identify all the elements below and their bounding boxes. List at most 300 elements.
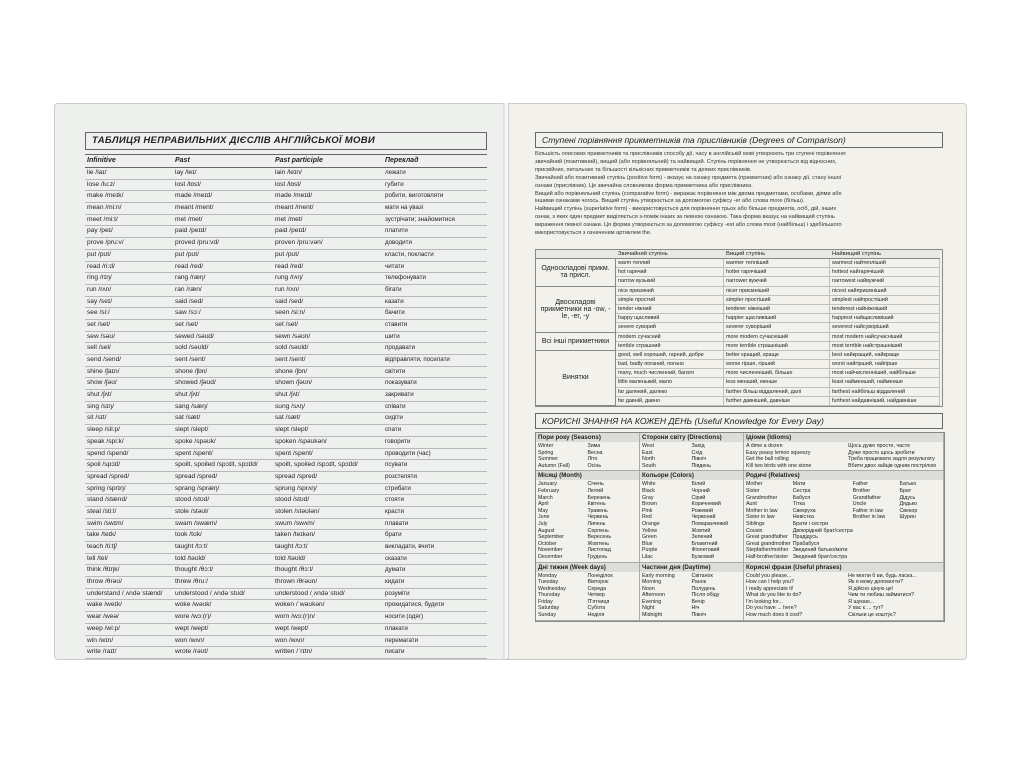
relatives-item: Невістка — [792, 514, 814, 521]
relatives-item: Father — [852, 481, 869, 488]
intro-line: Найвищий ступінь (superlative form) - використовується для порівняння трьох або більше предметів, осіб, дій, інших — [535, 206, 837, 213]
verb-translation: писати — [383, 647, 487, 659]
verb-past: sang /sæŋ/ — [173, 402, 273, 414]
idioms-heading: Ідіоми (Idioms) — [744, 433, 943, 442]
superlative-form: most modern найсучасніший — [830, 333, 940, 342]
verb-participle: put /pʊt/ — [273, 250, 383, 262]
daytime-item: Afternoon — [642, 592, 665, 599]
relatives-item — [899, 528, 941, 535]
phrases-item: Could you please... — [746, 572, 792, 579]
intro-line: іншими ознаками чогось. Вищий ступінь утворюється за допомогою суфіксу -er або слова more (більш). — [535, 198, 805, 205]
months-heading: Місяці (Month) — [536, 471, 639, 480]
directions-item: Захід — [691, 443, 705, 449]
verb-translation: говорити — [383, 437, 487, 449]
positive-form: tender ніжний — [616, 305, 724, 314]
daytime-item: Midnight — [642, 612, 663, 619]
seasons-item: Літо — [587, 456, 598, 463]
daytime-item: Північ — [691, 612, 707, 619]
colors-item: Orange — [642, 520, 660, 527]
verb-row — [85, 308, 487, 320]
relatives-item: Тітка — [792, 501, 805, 508]
verb-infinitive: say /seɪ/ — [85, 297, 173, 309]
colors-item: Жовтий — [691, 527, 711, 534]
verb-past: said /sed/ — [173, 297, 273, 309]
relatives-item: Sister — [746, 487, 760, 494]
months-item: Березень — [587, 494, 611, 501]
verb-translation: викладати, вчити — [383, 542, 487, 554]
idioms-item: Дуже просто щось зробити — [848, 449, 915, 456]
verb-row — [85, 168, 487, 180]
daytime-item: Світанок — [691, 572, 713, 579]
relatives-item: Aunt — [746, 501, 757, 508]
intro-line: присвійних, питальних та більшості кількісних прикметників та деяких прислівників. — [535, 166, 752, 173]
verb-infinitive: weep /wi:p/ — [85, 624, 173, 636]
comparative-form: tenderer ніжніший — [724, 305, 830, 314]
comparative-form: narrower вужчий — [724, 277, 830, 286]
directions-block — [640, 433, 744, 471]
colors-item: Помаранчевий — [691, 520, 729, 527]
months-item: Жовтень — [587, 540, 609, 547]
relatives-item: Дідусь — [899, 494, 916, 501]
weekdays-item: Monday — [538, 572, 557, 579]
header-translation: Переклад — [383, 155, 487, 168]
relatives-item: Мати — [792, 481, 806, 488]
verb-row — [85, 565, 487, 577]
comparative-form: better кращий, краще — [724, 351, 830, 360]
verb-row — [85, 472, 487, 484]
verb-participle: swum /swʌm/ — [273, 519, 383, 531]
phrases-item: Не могли б ви, будь ласка... — [848, 572, 917, 579]
relatives-item: Батько — [899, 481, 917, 488]
relatives-item: Шурин — [899, 514, 916, 521]
verb-translation: красти — [383, 507, 487, 519]
verb-past: rang /ræŋ/ — [173, 273, 273, 285]
verb-participle: shone /ʃɒn/ — [273, 367, 383, 379]
verb-translation: бігати — [383, 285, 487, 297]
phrases-item: How can I help you? — [746, 579, 794, 586]
superlative-form: narrowest найвужчий — [830, 277, 940, 286]
verb-participle: spread /spred/ — [273, 472, 383, 484]
verb-translation: плакати — [383, 624, 487, 636]
verb-translation: думати — [383, 565, 487, 577]
verb-participle: worn /wɔ:(r)n/ — [273, 612, 383, 624]
directions-heading: Сторони світу (Directions) — [640, 433, 743, 442]
right-page — [508, 103, 967, 660]
months-item: Січень — [587, 481, 604, 488]
relatives-item — [853, 521, 900, 528]
verb-translation: казати — [383, 297, 487, 309]
useful-grid — [535, 432, 945, 622]
verb-translation: продавати — [383, 343, 487, 355]
verb-past: sprang /spræŋ/ — [173, 484, 273, 496]
verb-past: taught /tɔ:t/ — [173, 542, 273, 554]
comparative-form: further давніший, давніше — [724, 397, 830, 406]
verb-infinitive: teach /ti:tʃ/ — [85, 542, 173, 554]
verb-infinitive: send /send/ — [85, 355, 173, 367]
positive-form: severe суворий — [616, 323, 724, 332]
colors-item: Коричневий — [691, 501, 721, 508]
intro-line: ознаки (прислівник). Це звичайна словникова форма прикметника або прислівника. — [535, 182, 753, 189]
relatives-item: Бабуся — [792, 494, 811, 501]
verb-translation: зустрічати; знайомитися — [383, 215, 487, 227]
seasons-item: Winter — [538, 443, 554, 449]
verb-infinitive: spend /spend/ — [85, 449, 173, 461]
relatives-item — [853, 554, 900, 561]
verb-translation: закривати — [383, 390, 487, 402]
verb-past: wrote /rəʊt/ — [173, 647, 273, 659]
superlative-form: nicest найприємніший — [830, 287, 940, 296]
verb-translation: доводити — [383, 238, 487, 250]
verb-row — [85, 180, 487, 192]
verb-infinitive: read /ri:d/ — [85, 262, 173, 274]
verb-participle: taught /tɔ:t/ — [273, 542, 383, 554]
months-item: Листопад — [587, 547, 611, 554]
seasons-item: Summer — [538, 456, 559, 463]
colors-item: Pink — [642, 507, 653, 514]
verb-row — [85, 589, 487, 601]
verb-row — [85, 250, 487, 262]
verb-past: sewed /səʊd/ — [173, 332, 273, 344]
verb-infinitive: shut /ʃʌt/ — [85, 390, 173, 402]
seasons-item: Autumn (Fall) — [538, 462, 570, 469]
colors-item: Black — [642, 487, 655, 494]
verb-participle: meant /ment/ — [273, 203, 383, 215]
verb-translation: проводити (час) — [383, 449, 487, 461]
relatives-item — [899, 534, 941, 541]
months-item: April — [538, 501, 549, 508]
phrases-item: Я дійсно ціную це! — [848, 585, 894, 592]
comparative-form: severer суворіший — [724, 323, 830, 332]
verb-infinitive: mean /mi:n/ — [85, 203, 173, 215]
verb-row — [85, 507, 487, 519]
verb-translation: ставити — [383, 320, 487, 332]
verb-row — [85, 530, 487, 542]
verb-participle: won /wʌn/ — [273, 636, 383, 648]
relatives-item: Брати і сестри — [792, 520, 829, 527]
verb-row — [85, 343, 487, 355]
verb-infinitive: understand /ˌʌndəˈstænd/ — [85, 589, 173, 601]
idioms-item: Вбити двох зайців одним пострілом — [848, 462, 936, 469]
degrees-header — [536, 250, 616, 259]
months-item: Травень — [587, 507, 608, 514]
verb-participle: spent /spent/ — [273, 449, 383, 461]
verb-participle: run /rʌn/ — [273, 285, 383, 297]
colors-item: Green — [642, 534, 657, 541]
relatives-item: Зведений батько/мати — [792, 547, 848, 554]
verb-infinitive: speak /spi:k/ — [85, 437, 173, 449]
seasons-heading: Пори року (Seasons) — [536, 433, 639, 442]
relatives-item: Stepfather/mother — [746, 547, 789, 554]
daytime-item: Noon — [642, 585, 655, 592]
verb-infinitive: make /meɪk/ — [85, 191, 173, 203]
weekdays-item: Неділя — [587, 612, 605, 619]
relatives-item — [853, 541, 900, 548]
verb-participle: lost /lɒst/ — [273, 180, 383, 192]
colors-item: Lilac — [642, 553, 653, 560]
verb-translation: лежати — [383, 168, 487, 180]
verb-infinitive: wear /weə/ — [85, 612, 173, 624]
positive-form: bad, badly поганий, погано — [616, 360, 724, 369]
verb-translation: робити, виготовляти — [383, 191, 487, 203]
intro-line: використовується з означеним артиклем the. — [535, 230, 652, 237]
intro-line: вираження певної ознаки. Ця форма утворюється за допомогою суфіксу -est або слова most (найбільш) і здебільшого — [535, 222, 842, 229]
verb-infinitive: spread /spred/ — [85, 472, 173, 484]
phrases-item: Я шукаю... — [848, 598, 875, 605]
positive-form: modern сучасний — [616, 333, 724, 342]
verb-participle: stolen /stəʊlən/ — [273, 507, 383, 519]
header-infinitive: Infinitive — [85, 155, 173, 168]
verb-past: stood /stʊd/ — [173, 495, 273, 507]
phrases-item: Do you have ... here? — [746, 605, 797, 612]
verb-past: set /set/ — [173, 320, 273, 332]
verb-past: met /met/ — [173, 215, 273, 227]
weekdays-item: Понеділок — [587, 572, 613, 579]
verb-infinitive: lose /lu:z/ — [85, 180, 173, 192]
verb-past: saw /sɔ:/ — [173, 308, 273, 320]
verb-infinitive: spoil /spɔɪl/ — [85, 460, 173, 472]
useful-title: КОРИСНІ ЗНАННЯ НА КОЖЕН ДЕНЬ (Useful Knowledge for Every Day) — [535, 413, 943, 429]
verb-translation: плавати — [383, 519, 487, 531]
verb-translation: губити — [383, 180, 487, 192]
directions-item: South — [642, 462, 656, 469]
daytime-item: Early morning — [642, 572, 675, 579]
verb-participle: wept /wept/ — [273, 624, 383, 636]
verb-past: ran /ræn/ — [173, 285, 273, 297]
superlative-form: most найчисленніший, найбільше — [830, 369, 940, 378]
superlative-form: severest найсуворіший — [830, 323, 940, 332]
phrases-item: Як я можу допомогти? — [848, 579, 904, 586]
months-item: Липень — [587, 520, 606, 527]
idioms-item: Easy peasy lemon squeezy — [746, 449, 811, 456]
relatives-item: Grandfather — [852, 494, 882, 501]
degrees-header: Вищий ступінь — [724, 250, 830, 259]
verb-participle: stood /stʊd/ — [273, 495, 383, 507]
verb-row — [85, 460, 487, 472]
relatives-item: Siblings — [746, 520, 765, 527]
verb-translation: класти, покласти — [383, 250, 487, 262]
colors-item: Yellow — [642, 527, 658, 534]
phrases-item: I'm looking for... — [746, 598, 783, 605]
verb-row — [85, 238, 487, 250]
verb-infinitive: see /si:/ — [85, 308, 173, 320]
relatives-item: Mother in law — [746, 507, 778, 514]
verb-past: put /pʊt/ — [173, 250, 273, 262]
superlative-form: best найкращий, найкраще — [830, 351, 940, 360]
verb-row — [85, 191, 487, 203]
superlative-form: simplest найпростіший — [830, 296, 940, 305]
verb-participle: sent /sent/ — [273, 355, 383, 367]
weekdays-item: Saturday — [538, 605, 560, 612]
months-block — [536, 471, 640, 562]
verb-infinitive: win /wɪn/ — [85, 636, 173, 648]
positive-form: little маленький, мало — [616, 378, 724, 387]
verb-row — [85, 390, 487, 402]
comparative-form: warmer тепліший — [724, 259, 830, 268]
verb-translation: спати — [383, 425, 487, 437]
weekdays-item: Середа — [587, 585, 607, 592]
verb-infinitive: show /ʃəʊ/ — [85, 378, 173, 390]
idioms-item: Щось дуже просте, часте — [848, 443, 911, 449]
months-item: February — [538, 487, 560, 494]
verb-participle: sat /sæt/ — [273, 413, 383, 425]
verb-past: showed /ʃəʊd/ — [173, 378, 273, 390]
superlative-form: furthest найдавніший, найдавніше — [830, 397, 940, 406]
verb-row — [85, 484, 487, 496]
comparative-form: nicer приємніший — [724, 287, 830, 296]
degrees-category: Односкладові прикм. та присл. — [536, 259, 616, 287]
verb-infinitive: prove /pru:v/ — [85, 238, 173, 250]
verbs-header — [85, 155, 487, 168]
verb-infinitive: set /set/ — [85, 320, 173, 332]
degrees-table — [535, 249, 943, 407]
verb-past: lay /leɪ/ — [173, 168, 273, 180]
verb-participle: met /met/ — [273, 215, 383, 227]
months-item: September — [538, 534, 564, 541]
verb-infinitive: lie /laɪ/ — [85, 168, 173, 180]
relatives-item — [899, 547, 941, 554]
verb-participle: understood /ˌʌndəˈstʊd/ — [273, 589, 383, 601]
verb-row — [85, 495, 487, 507]
weekdays-item: Tuesday — [538, 579, 559, 586]
verb-past: made /meɪd/ — [173, 191, 273, 203]
idioms-item: Треба працювати задля результату — [848, 456, 935, 463]
positive-form: good, well хороший, гарний, добре — [616, 351, 724, 360]
relatives-item: Свекруха — [792, 507, 816, 514]
verb-translation: перемагати — [383, 636, 487, 648]
verb-infinitive: stand /stænd/ — [85, 495, 173, 507]
verb-participle: sold /səʊld/ — [273, 343, 383, 355]
verb-past: spoke /spəʊk/ — [173, 437, 273, 449]
phrases-item: I really appreciate it! — [746, 585, 794, 592]
positive-form: simple простий — [616, 296, 724, 305]
verb-row — [85, 600, 487, 612]
idioms-block — [744, 433, 944, 471]
verb-row — [85, 203, 487, 215]
verb-past: slept /slept/ — [173, 425, 273, 437]
months-item: July — [538, 520, 548, 527]
months-item: March — [538, 494, 553, 501]
verb-translation: шити — [383, 332, 487, 344]
degrees-intro — [535, 151, 943, 247]
verb-past: spoilt, spoiled /spɔɪlt, spɔɪld/ — [173, 460, 273, 472]
verb-infinitive: pay /peɪ/ — [85, 226, 173, 238]
phrases-block — [744, 563, 944, 621]
intro-line: Більшість описових прикметників та прислівників способу дії, часу в англійській мові утворюють три ступені порівняння: — [535, 151, 847, 157]
verb-row — [85, 262, 487, 274]
superlative-form: farthest найбільш віддалений — [830, 388, 940, 397]
months-item: Квітень — [587, 501, 606, 508]
colors-item: Brown — [642, 501, 658, 508]
degrees-category: Двоскладові прикметники на -ow, -le, -er, -y — [536, 287, 616, 333]
verb-participle: thrown /θrəʊn/ — [273, 577, 383, 589]
verb-row — [85, 449, 487, 461]
colors-block — [640, 471, 744, 562]
relatives-item: Brother — [852, 487, 871, 494]
verb-row — [85, 542, 487, 554]
relatives-item: Brother in law — [852, 514, 886, 521]
weekdays-block — [536, 563, 640, 621]
irregular-verbs-table — [85, 132, 487, 659]
verb-row — [85, 297, 487, 309]
verb-row — [85, 413, 487, 425]
comparative-form: more численніший, більше — [724, 369, 830, 378]
seasons-item: Осінь — [587, 462, 602, 469]
verb-translation: розстеляти — [383, 472, 487, 484]
intro-line: Звичайний або позитивний ступінь (positive form) - вказує на ознаку предмета (прикметник) або ознаку дії, стану іншої — [535, 174, 842, 181]
phrases-item: Чим ти любиш займатися? — [848, 592, 915, 599]
left-page — [54, 103, 508, 660]
verb-past: lost /lɒst/ — [173, 180, 273, 192]
verb-infinitive: put /pʊt/ — [85, 250, 173, 262]
verb-past: sent /sent/ — [173, 355, 273, 367]
directions-item: East — [642, 449, 653, 456]
weekdays-item: Вівторок — [587, 579, 609, 586]
verb-translation: мати на увазі — [383, 203, 487, 215]
relatives-item: Прабабуся — [792, 540, 820, 547]
comparative-form: happier щасливіший — [724, 314, 830, 323]
irregular-verbs-title: ТАБЛИЦЯ НЕПРАВИЛЬНИХ ДІЄСЛІВ АНГЛІЙСЬКОЇ МОВИ — [85, 132, 487, 150]
verb-row — [85, 402, 487, 414]
daytime-item: Morning — [642, 579, 662, 586]
verbs-grid — [85, 154, 487, 659]
verb-translation: прокидатися, будити — [383, 600, 487, 612]
verb-participle: sprung /sprʌŋ/ — [273, 484, 383, 496]
months-item: December — [538, 553, 563, 560]
verb-row — [85, 215, 487, 227]
comparative-form: more terrible страшніший — [724, 342, 830, 351]
relatives-item — [853, 547, 900, 554]
weekdays-item: Четвер — [587, 592, 605, 599]
verb-past: understood /ˌʌndəˈstʊd/ — [173, 589, 273, 601]
positive-form: warm теплий — [616, 259, 724, 268]
verb-row — [85, 367, 487, 379]
verb-participle: seen /si:n/ — [273, 308, 383, 320]
colors-item: White — [642, 481, 656, 488]
idioms-item: Kill two birds with one stone — [746, 462, 812, 469]
verb-infinitive: swim /swɪm/ — [85, 519, 173, 531]
phrases-item: Скільки це коштує? — [848, 612, 896, 619]
colors-item: Чорний — [691, 487, 710, 494]
verb-participle: rung /rʌŋ/ — [273, 273, 383, 285]
verb-infinitive: ring /rɪŋ/ — [85, 273, 173, 285]
daytime-item: Ранок — [691, 579, 706, 586]
verb-row — [85, 425, 487, 437]
verb-participle: written /ˈrɪtn/ — [273, 647, 383, 659]
verb-infinitive: throw /θrəʊ/ — [85, 577, 173, 589]
colors-heading: Кольори (Colors) — [640, 471, 743, 480]
verb-row — [85, 577, 487, 589]
positive-form: far давній, давно — [616, 397, 724, 406]
relatives-item: Grandmother — [746, 494, 778, 501]
phrases-item: How much does it cost? — [746, 612, 803, 619]
verb-participle: sung /sʌŋ/ — [273, 402, 383, 414]
verb-past: proved /pru:vd/ — [173, 238, 273, 250]
phrases-item: У вас є ... тут? — [848, 605, 884, 612]
relatives-item — [899, 521, 941, 528]
header-past-participle: Past participle — [273, 155, 383, 168]
relatives-item: Брат — [899, 487, 912, 494]
verb-participle: made /meɪd/ — [273, 191, 383, 203]
months-item: August — [538, 527, 555, 534]
verb-past: told /təʊld/ — [173, 554, 273, 566]
months-item: Лютий — [587, 487, 604, 494]
verb-past: spread /spred/ — [173, 472, 273, 484]
months-item: Грудень — [587, 553, 608, 560]
months-item: January — [538, 481, 557, 488]
verb-infinitive: sew /səʊ/ — [85, 332, 173, 344]
verb-past: shut /ʃʌt/ — [173, 390, 273, 402]
daytime-item: Ніч — [691, 605, 700, 612]
